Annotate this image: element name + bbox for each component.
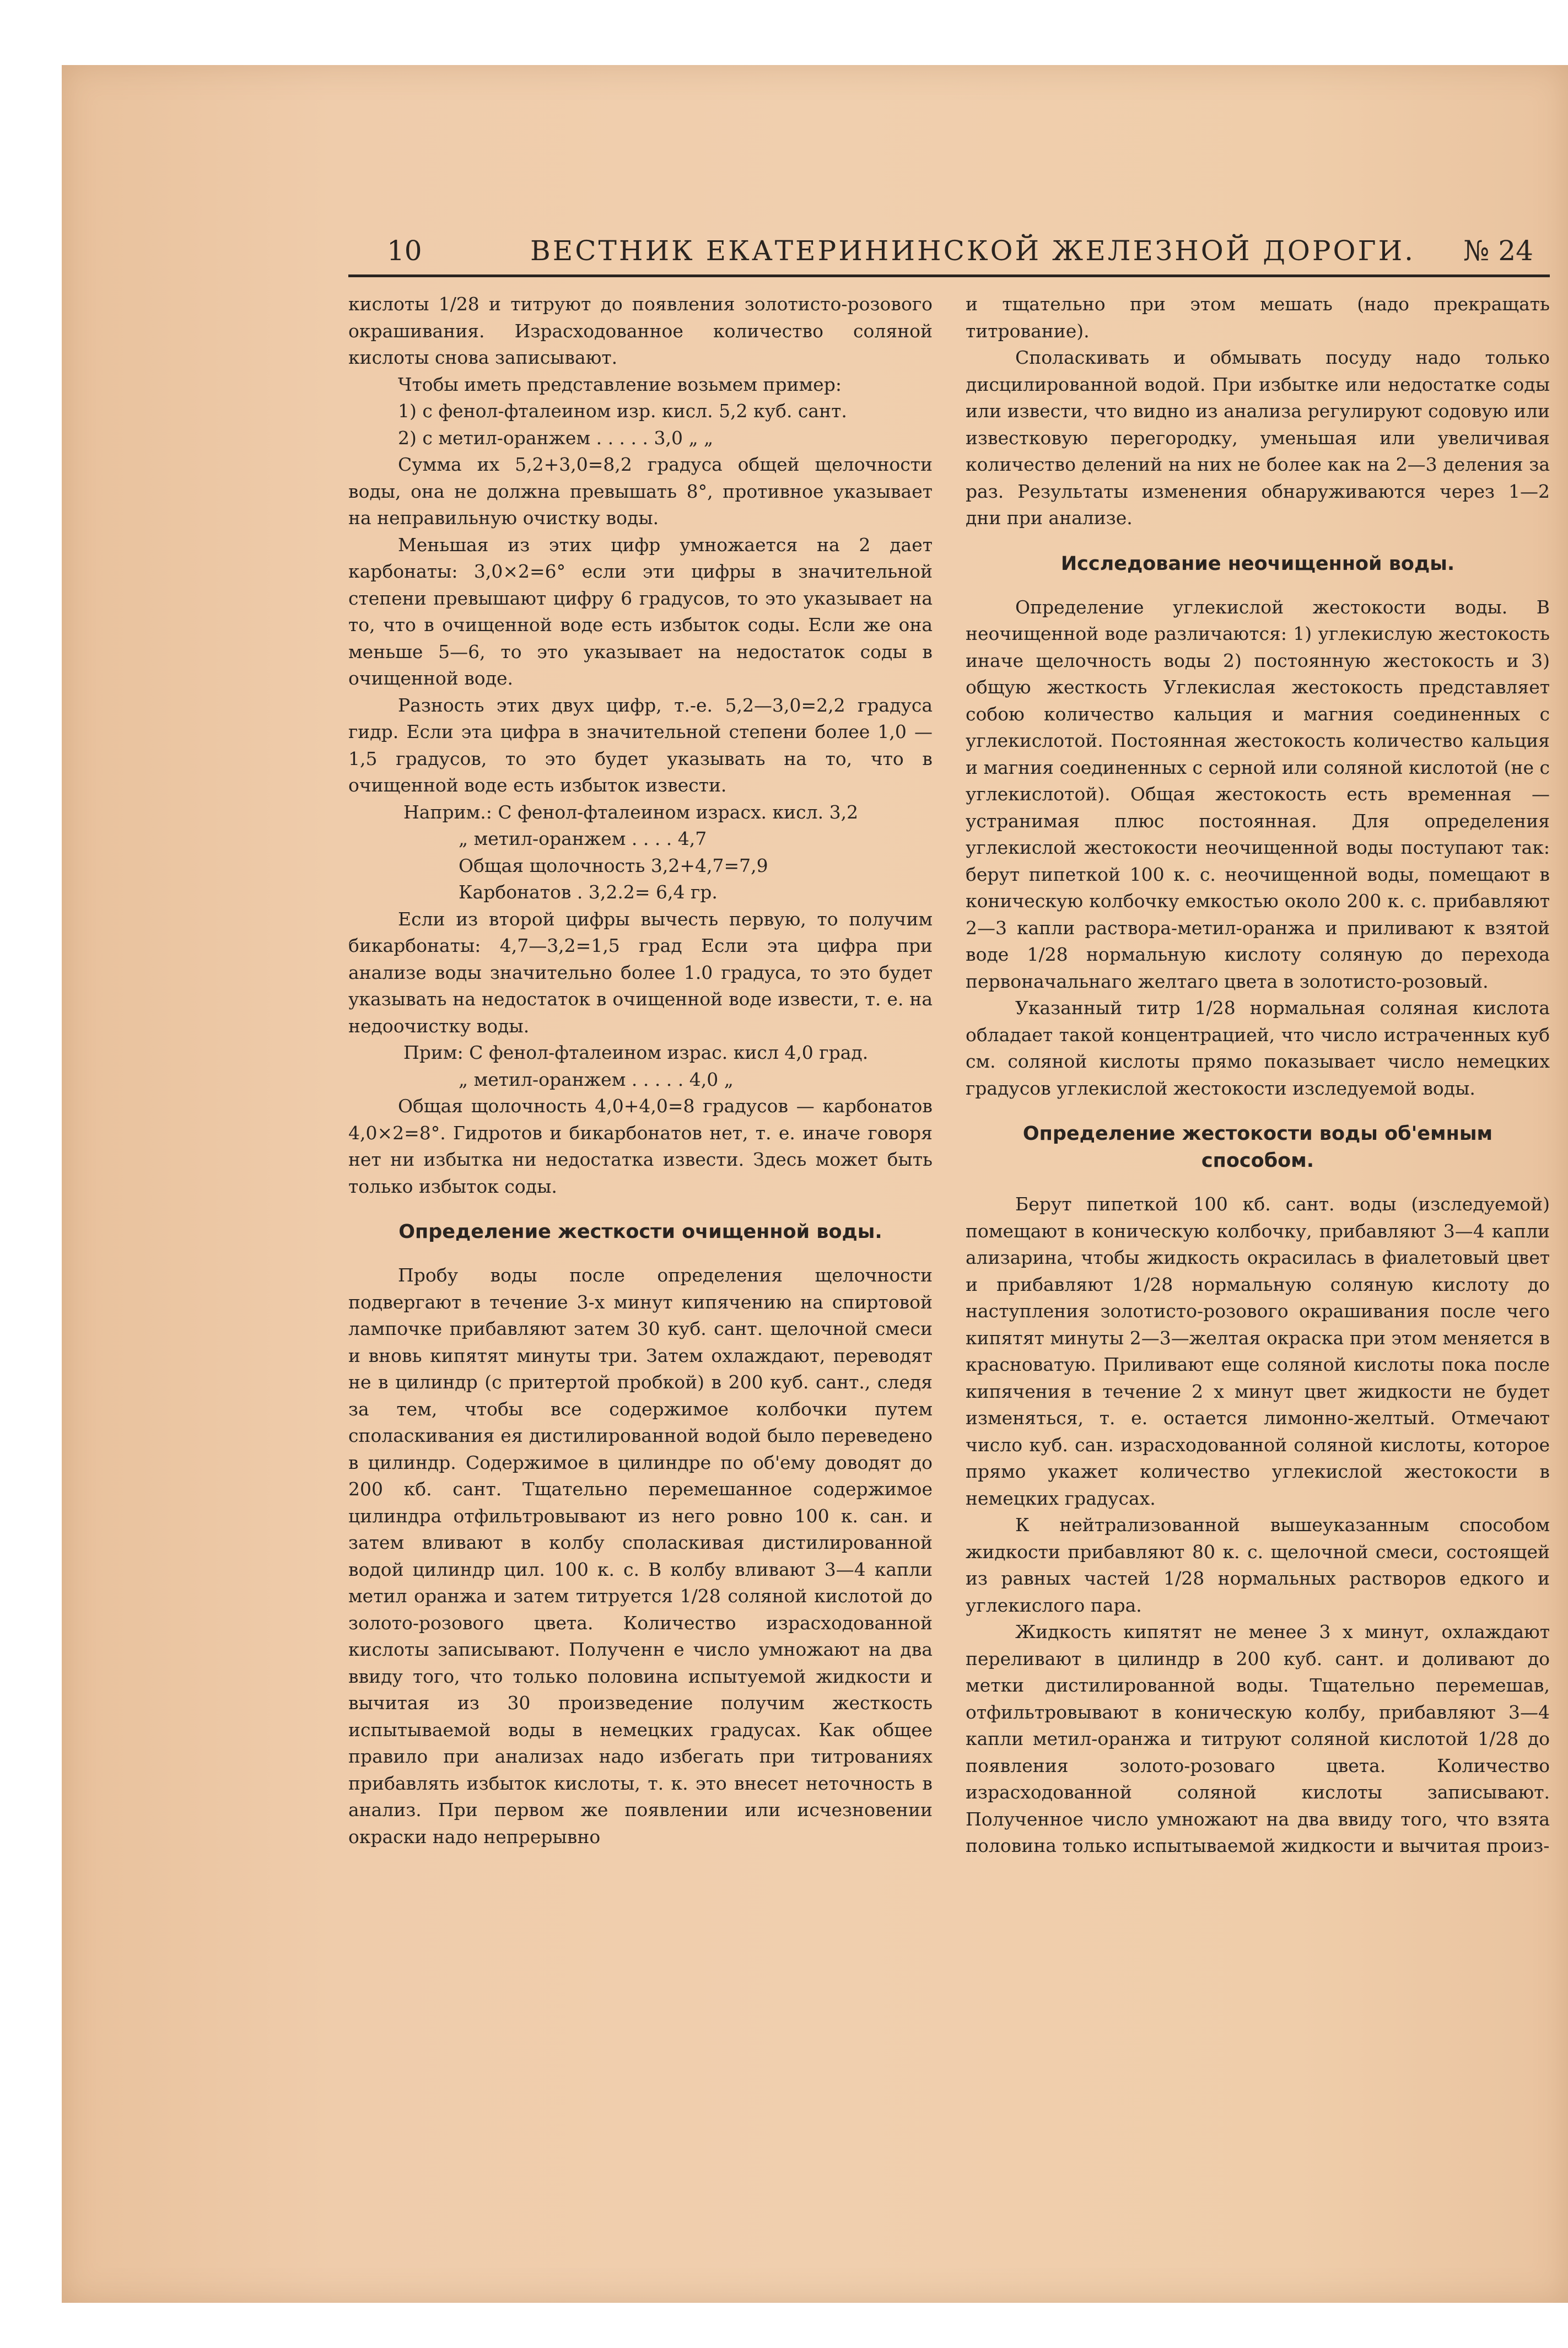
left-column xyxy=(348,291,933,1850)
example-line: Общая щолочность 3,2+4,7=7,9 xyxy=(459,854,768,876)
paragraph: К нейтрализованной вышеуказанным способом жидкости прибавляют 80 к. с. щелочной смеси, состоящей из равных частей 1/28 нормальных растворов едкого и углекислого пара. xyxy=(966,1514,1550,1616)
section-heading: Исследование неочищенной воды. xyxy=(1060,552,1455,575)
page-header xyxy=(348,230,1550,277)
example-line: „ метил-оранжем . . . . . 4,0 „ xyxy=(459,1068,734,1090)
paragraph: Общая щолочность 4,0+4,0=8 градусов — карбонатов 4,0×2=8°. Гидротов и бикарбонатов нет, т. е. иначе говоря нет ни избытка ни недостатка извести. Здесь может быть только избыток соды. xyxy=(348,1095,933,1197)
right-column xyxy=(966,291,1550,1860)
paper-sheet xyxy=(62,65,1568,2303)
paragraph: Сумма их 5,2+3,0=8,2 градуса общей щелочности воды, она не должна превышать 8°, противное указывает на неправильную очистку воды. xyxy=(348,454,933,529)
page-number: 10 xyxy=(387,235,422,267)
example-line: 1) с фенол-фталеином изр. кисл. 5,2 куб. сант. xyxy=(398,400,847,422)
section-heading: Определение жесткости очищенной воды. xyxy=(398,1221,882,1243)
issue-number: № 24 xyxy=(1463,235,1533,267)
paragraph: и тщательно при этом мешать (надо прекращать титрование). xyxy=(966,293,1550,342)
paragraph: Определение углекислой жестокости воды. В неочищенной воде различаются: 1) углекислую жестокость иначе щелочность воды 2) постоянную жестокость и 3) общую жесткость Углекислая жестокость представляет собою количество кальция и магния соединенных с углекислотой. Постоянная жестокость количество кальция и магния соединенных с серной или соляной кислотой (не с углекислотой). Общая жестокость есть временная —устранимая плюс постоянная. Для определения углекислой жестокости неочищенной воды поступают так: берут пипеткой 100 к. с. неочищенной воды, помещают в коническую колбочку емкостью около 200 к. с. прибавляют 2—3 капли раствора-метил-оранжа и приливают к взятой воде 1/28 нормальную кислоту соляную до перехода первоначальнаго желтаго цвета в золотисто-розовый. xyxy=(966,596,1550,992)
paragraph: кислоты 1/28 и титруют до появления золотисто-розового окрашивания. Израсходованное количество соляной кислоты снова записывают. xyxy=(348,293,933,368)
paragraph: Разность этих двух цифр, т.-е. 5,2—3,0=2,2 градуса гидр. Если эта цифра в значительной степени более 1,0 —1,5 градусов, то это будет указывать на то, что в очищенной воде есть избыток извести. xyxy=(348,694,933,796)
paragraph: Берут пипеткой 100 кб. сант. воды (изследуемой) помещают в коническую колбочку, прибавляют 3—4 капли ализарина, чтобы жидкость окрасилась в фиалетовый цвет и прибавляют 1/28 нормальную соляную кислоту до наступления золотисто-розового окрашивания после чего кипятят минуты 2—3—желтая окраска при этом меняется в красноватую. Приливают еще соляной кислоты пока после кипячения в течение 2 х минут цвет жидкости не будет изменяться, т. е. остается лимонно-желтый. Отмечают число куб. сан. израсходованной соляной кислоты, которое прямо укажет количество углекислой жестокости в немецких градусах. xyxy=(966,1193,1550,1509)
example-line: Прим: С фенол-фталеином израс. кисл 4,0 град. xyxy=(403,1042,869,1063)
paragraph: Жидкость кипятят не менее 3 х минут, охлаждают переливают в цилиндр в 200 куб. сант. и доливают до метки дистилированной воды. Тщательно перемешав, отфильтровывают в коническую колбу, прибавляют 3—4 капли метил-оранжа и титруют соляной кислотой 1/28 до появления золото-розоваго цвета. Количество израсходованной соляной кислоты записывают. Полученное число умножают на два ввиду того, что взята половина только испытываемой жидкости и вычитая произ- xyxy=(966,1621,1550,1856)
journal-title: ВЕСТНИК ЕКАТЕРИНИНСКОЙ ЖЕЛЕЗНОЙ ДОРОГИ. xyxy=(530,235,1416,267)
example-line: 2) с метил-оранжем . . . . . 3,0 „ „ xyxy=(398,427,714,449)
page-content xyxy=(348,230,1550,2259)
paragraph: Если из второй цифры вычесть первую, то получим бикарбонаты: 4,7—3,2=1,5 град Если эта цифра при анализе воды значительно более 1.0 градуса, то это будет указывать на недостаток в очищенной воде извести, т. е. на недоочистку воды. xyxy=(348,908,933,1037)
paragraph: Споласкивать и обмывать посуду надо только дисцилированной водой. При избытке или недостатке соды или извести, что видно из анализа регулируют содовую или известковую перегородку, уменьшая или увеличивая количество делений на них не более как на 2—3 деления за раз. Результаты изменения обнаруживаются через 1—2 дни при анализе. xyxy=(966,347,1550,529)
paragraph: Указанный титр 1/28 нормальная соляная кислота обладает такой концентрацией, что число истраченных куб см. соляной кислоты прямо показывает число немецких градусов углекислой жестокости изследуемой воды. xyxy=(966,997,1550,1099)
paragraph: Меньшая из этих цифр умножается на 2 дает карбонаты: 3,0×2=6° если эти цифры в значительной степени превышают цифру 6 градусов, то это указывает на то, что в очищенной воде есть избыток соды. Если же она меньше 5—6, то это указывает на недостаток соды в очищенной воде. xyxy=(348,534,933,689)
paragraph: Пробу воды после определения щелочности подвергают в течение 3-х минут кипячению на спиртовой лампочке прибавляют затем 30 куб. сант. щелочной смеси и вновь кипятят минуты три. Затем охлаждают, переводят не в цилиндр (с притертой пробкой) в 200 куб. сант., следя за тем, чтобы все содержимое колбочки путем споласкивания ея дистилированной водой было переведено в цилиндр. Содержимое в цилиндре по об'ему доводят до 200 кб. сант. Тщательно перемешанное содержимое цилиндра отфильтровывают из него ровно 100 к. сан. и затем вливают в колбу споласкивая дистилированной водой цилиндр цил. 100 к. с. В колбу вливают 3—4 капли метил оранжа и затем титруется 1/28 соляной кислотой до золото-розового цвета. Количество израсходованной кислоты записывают. Полученн е число умножают на два ввиду того, что только половина испытуемой жидкости и вычитая из 30 произведение получим жесткость испытываемой воды в немецких градусах. Как общее правило при анализах надо избегать при титрованиях прибавлять избыток кислоты, т. к. это внесет неточность в анализ. При первом же появлении или исчезновении окраски надо непрерывно xyxy=(348,1264,933,1848)
example-line: Наприм.: С фенол-фталеином израсх. кисл. 3,2 xyxy=(403,801,859,823)
example-line: „ метил-оранжем . . . . 4,7 xyxy=(459,828,707,849)
section-heading: Определение жестокости воды об'емным способом. xyxy=(1022,1123,1493,1172)
paragraph: Чтобы иметь представление возьмем пример: xyxy=(398,373,842,395)
example-line: Карбонатов . 3,2.2= 6,4 гр. xyxy=(459,881,718,903)
